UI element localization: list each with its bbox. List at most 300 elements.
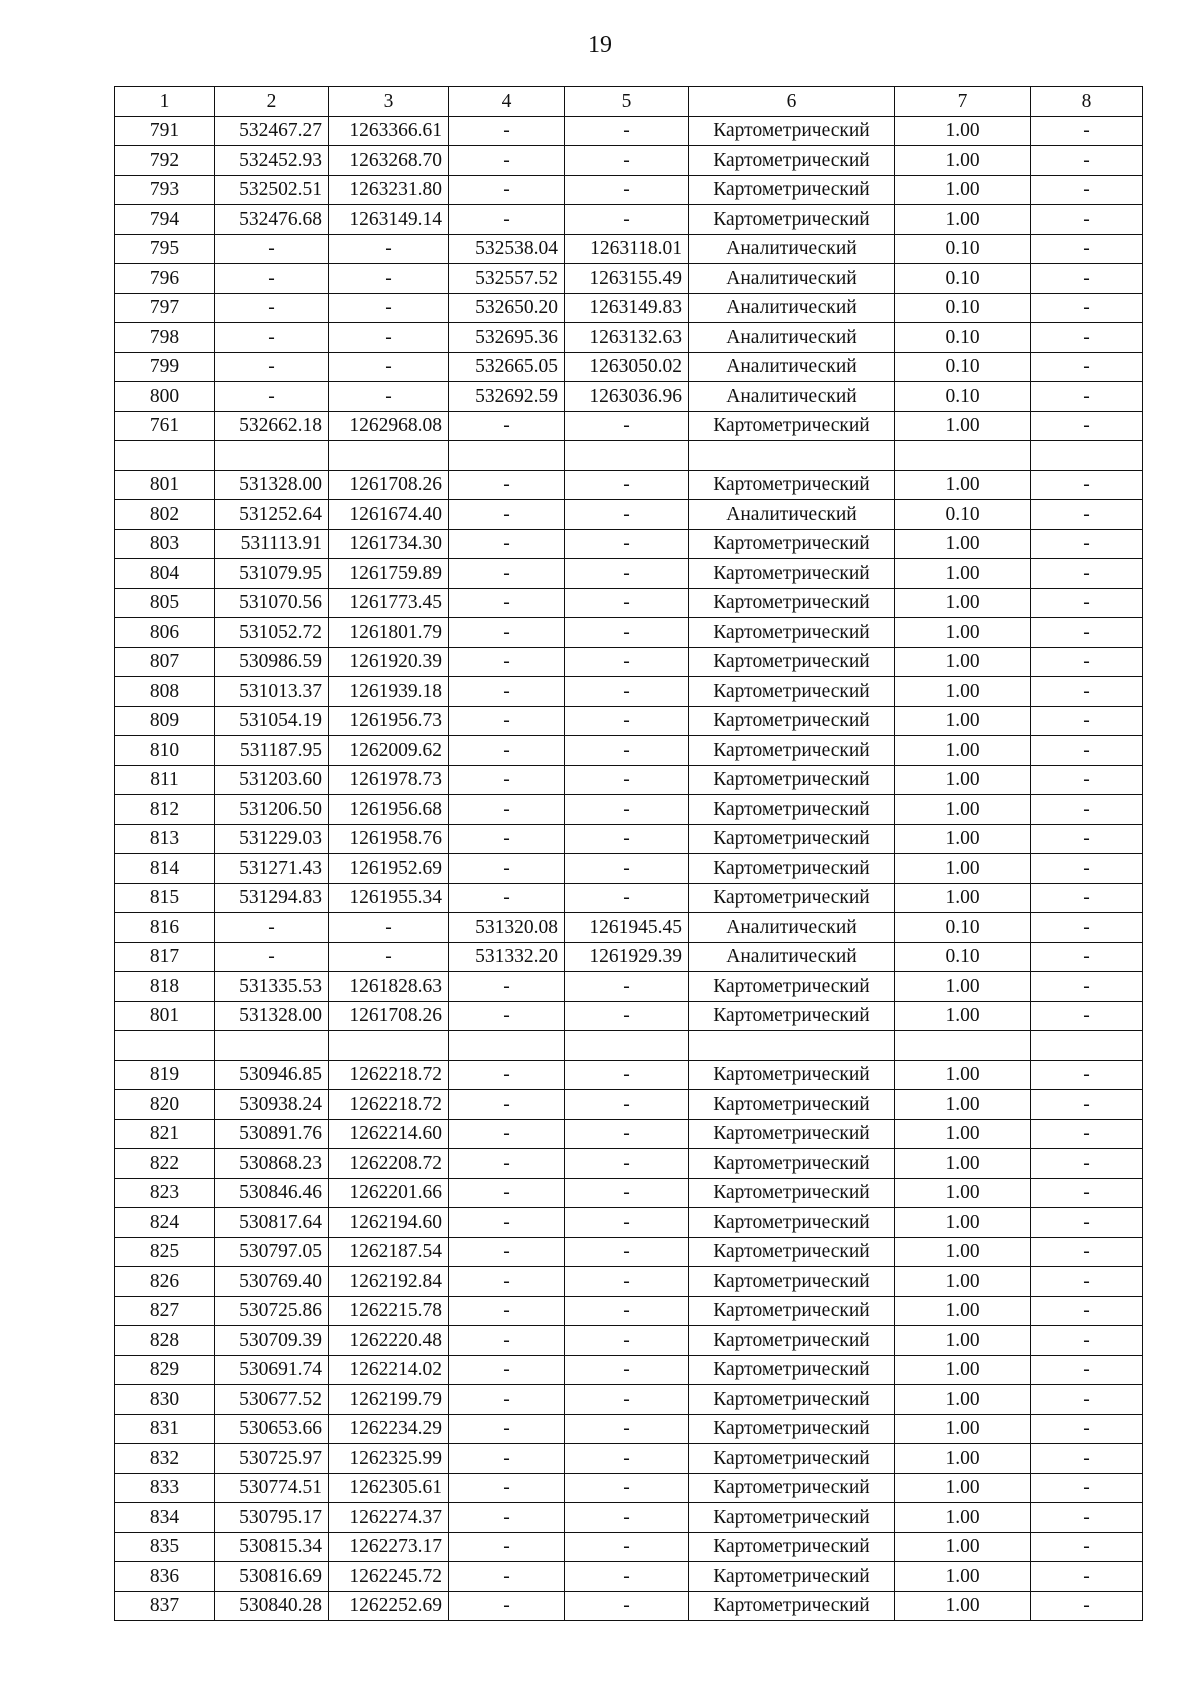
table-row	[115, 647, 1143, 677]
cell-col8: -	[1031, 677, 1143, 707]
cell-col7: 0.10	[895, 500, 1031, 530]
cell-col8: -	[1031, 1414, 1143, 1444]
cell-col1: 794	[115, 205, 215, 235]
table-row	[115, 854, 1143, 884]
cell-col1: 821	[115, 1119, 215, 1149]
cell-col6: Картометрический	[689, 1267, 895, 1297]
cell-col6: Картометрический	[689, 706, 895, 736]
cell-col1	[115, 1031, 215, 1061]
cell-col1: 798	[115, 323, 215, 353]
cell-col7: 1.00	[895, 854, 1031, 884]
cell-col4: -	[449, 795, 565, 825]
cell-col6	[689, 1031, 895, 1061]
table-row	[115, 1001, 1143, 1031]
cell-col7: 1.00	[895, 1591, 1031, 1621]
cell-col8	[1031, 1031, 1143, 1061]
cell-col3: 1262234.29	[329, 1414, 449, 1444]
cell-col1: 806	[115, 618, 215, 648]
cell-col2: -	[215, 913, 329, 943]
header-cell-col1: 1	[115, 87, 215, 117]
cell-col7: 1.00	[895, 1326, 1031, 1356]
cell-col3: -	[329, 234, 449, 264]
cell-col1: 825	[115, 1237, 215, 1267]
cell-col4: -	[449, 618, 565, 648]
cell-col1: 815	[115, 883, 215, 913]
cell-col2: 530817.64	[215, 1208, 329, 1238]
cell-col4: -	[449, 116, 565, 146]
cell-col5: -	[565, 677, 689, 707]
cell-col1: 800	[115, 382, 215, 412]
cell-col3: 1262274.37	[329, 1503, 449, 1533]
cell-col1: 822	[115, 1149, 215, 1179]
table-row	[115, 323, 1143, 353]
cell-col1: 801	[115, 470, 215, 500]
table-body	[115, 116, 1143, 1621]
cell-col5: -	[565, 559, 689, 589]
cell-col4: 532650.20	[449, 293, 565, 323]
cell-col3: 1262273.17	[329, 1532, 449, 1562]
cell-col6: Картометрический	[689, 647, 895, 677]
cell-col1: 824	[115, 1208, 215, 1238]
cell-col2: 531070.56	[215, 588, 329, 618]
cell-col5	[565, 1031, 689, 1061]
table-row	[115, 1503, 1143, 1533]
cell-col7: 1.00	[895, 205, 1031, 235]
cell-col2: 530725.86	[215, 1296, 329, 1326]
header-cell-col4: 4	[449, 87, 565, 117]
cell-col5: -	[565, 1119, 689, 1149]
cell-col4: -	[449, 677, 565, 707]
cell-col2: 531203.60	[215, 765, 329, 795]
cell-col5: -	[565, 883, 689, 913]
cell-col5: 1263149.83	[565, 293, 689, 323]
coordinates-table	[114, 86, 1143, 1621]
cell-col2: 530946.85	[215, 1060, 329, 1090]
cell-col5: -	[565, 500, 689, 530]
cell-col1: 820	[115, 1090, 215, 1120]
cell-col3: 1261708.26	[329, 470, 449, 500]
cell-col7: 0.10	[895, 382, 1031, 412]
header-cell-col7: 7	[895, 87, 1031, 117]
header-cell-col8: 8	[1031, 87, 1143, 117]
cell-col4	[449, 441, 565, 471]
cell-col5: -	[565, 972, 689, 1002]
cell-col1: 819	[115, 1060, 215, 1090]
table-row	[115, 1473, 1143, 1503]
cell-col2: 531328.00	[215, 1001, 329, 1031]
cell-col4: -	[449, 205, 565, 235]
cell-col8: -	[1031, 588, 1143, 618]
cell-col4: -	[449, 1090, 565, 1120]
cell-col2	[215, 441, 329, 471]
cell-col4: -	[449, 1296, 565, 1326]
cell-col7: 1.00	[895, 1385, 1031, 1415]
cell-col6: Картометрический	[689, 883, 895, 913]
cell-col7: 1.00	[895, 1001, 1031, 1031]
cell-col8: -	[1031, 1296, 1143, 1326]
cell-col8: -	[1031, 175, 1143, 205]
cell-col2: -	[215, 382, 329, 412]
cell-col1: 802	[115, 500, 215, 530]
cell-col6: Аналитический	[689, 352, 895, 382]
cell-col6: Картометрический	[689, 677, 895, 707]
cell-col7: 1.00	[895, 411, 1031, 441]
cell-col1: 761	[115, 411, 215, 441]
table-row	[115, 1060, 1143, 1090]
cell-col6: Картометрический	[689, 795, 895, 825]
cell-col1: 796	[115, 264, 215, 294]
cell-col5: -	[565, 1591, 689, 1621]
table-row	[115, 1591, 1143, 1621]
cell-col7: 1.00	[895, 1090, 1031, 1120]
cell-col6: Картометрический	[689, 116, 895, 146]
cell-col4: -	[449, 883, 565, 913]
cell-col7: 1.00	[895, 1473, 1031, 1503]
cell-col5: -	[565, 411, 689, 441]
cell-col6: Аналитический	[689, 264, 895, 294]
table-row	[115, 116, 1143, 146]
cell-col2: 532502.51	[215, 175, 329, 205]
cell-col7: 1.00	[895, 1414, 1031, 1444]
cell-col2: 531252.64	[215, 500, 329, 530]
cell-col3: 1261734.30	[329, 529, 449, 559]
cell-col4: -	[449, 765, 565, 795]
cell-col1: 837	[115, 1591, 215, 1621]
table-row	[115, 1355, 1143, 1385]
cell-col2: -	[215, 942, 329, 972]
table-row	[115, 824, 1143, 854]
cell-col1: 793	[115, 175, 215, 205]
cell-col3: 1263366.61	[329, 116, 449, 146]
table-row	[115, 146, 1143, 176]
cell-col8: -	[1031, 1001, 1143, 1031]
cell-col8: -	[1031, 116, 1143, 146]
cell-col5: -	[565, 736, 689, 766]
cell-col4: -	[449, 1355, 565, 1385]
cell-col6: Аналитический	[689, 500, 895, 530]
cell-col5: -	[565, 1355, 689, 1385]
cell-col4: -	[449, 1001, 565, 1031]
cell-col2: -	[215, 264, 329, 294]
cell-col7: 1.00	[895, 1532, 1031, 1562]
cell-col5: 1263050.02	[565, 352, 689, 382]
cell-col2: 531229.03	[215, 824, 329, 854]
cell-col2: -	[215, 234, 329, 264]
table-row	[115, 706, 1143, 736]
cell-col2: 531052.72	[215, 618, 329, 648]
cell-col7: 0.10	[895, 234, 1031, 264]
cell-col2: 532452.93	[215, 146, 329, 176]
cell-col6: Картометрический	[689, 1355, 895, 1385]
cell-col1: 797	[115, 293, 215, 323]
table-row	[115, 1090, 1143, 1120]
cell-col5: -	[565, 529, 689, 559]
table-row	[115, 175, 1143, 205]
cell-col5: -	[565, 854, 689, 884]
cell-col5: -	[565, 146, 689, 176]
cell-col5: -	[565, 1473, 689, 1503]
cell-col6: Картометрический	[689, 1473, 895, 1503]
cell-col3: 1262009.62	[329, 736, 449, 766]
cell-col6: Картометрический	[689, 1149, 895, 1179]
cell-col2: 530938.24	[215, 1090, 329, 1120]
cell-col6: Картометрический	[689, 470, 895, 500]
cell-col3: 1262245.72	[329, 1562, 449, 1592]
cell-col2: 530868.23	[215, 1149, 329, 1179]
cell-col5: -	[565, 205, 689, 235]
cell-col7: 1.00	[895, 175, 1031, 205]
cell-col8: -	[1031, 264, 1143, 294]
spacer-row	[115, 1031, 1143, 1061]
cell-col4: -	[449, 470, 565, 500]
cell-col3: 1261958.76	[329, 824, 449, 854]
cell-col7: 1.00	[895, 1208, 1031, 1238]
cell-col1: 809	[115, 706, 215, 736]
cell-col2: 530986.59	[215, 647, 329, 677]
cell-col3: 1262214.02	[329, 1355, 449, 1385]
cell-col8: -	[1031, 765, 1143, 795]
table-row	[115, 1119, 1143, 1149]
cell-col8: -	[1031, 1149, 1143, 1179]
cell-col1: 791	[115, 116, 215, 146]
cell-col8: -	[1031, 1562, 1143, 1592]
cell-col5: -	[565, 706, 689, 736]
cell-col1: 807	[115, 647, 215, 677]
cell-col6: Картометрический	[689, 175, 895, 205]
cell-col8: -	[1031, 352, 1143, 382]
cell-col2: 531271.43	[215, 854, 329, 884]
cell-col8: -	[1031, 1444, 1143, 1474]
cell-col6: Картометрический	[689, 854, 895, 884]
cell-col6: Картометрический	[689, 1119, 895, 1149]
cell-col8: -	[1031, 470, 1143, 500]
cell-col8: -	[1031, 883, 1143, 913]
table-header	[115, 87, 1143, 117]
cell-col1	[115, 441, 215, 471]
cell-col2: 531335.53	[215, 972, 329, 1002]
cell-col4: -	[449, 500, 565, 530]
cell-col4: -	[449, 1591, 565, 1621]
cell-col3: 1263149.14	[329, 205, 449, 235]
cell-col1: 812	[115, 795, 215, 825]
cell-col2: 532662.18	[215, 411, 329, 441]
cell-col4: -	[449, 736, 565, 766]
table-row	[115, 1562, 1143, 1592]
cell-col7: 0.10	[895, 942, 1031, 972]
cell-col3: 1262187.54	[329, 1237, 449, 1267]
cell-col6: Картометрический	[689, 411, 895, 441]
cell-col7: 1.00	[895, 1267, 1031, 1297]
cell-col3: 1262218.72	[329, 1060, 449, 1090]
cell-col2: 531328.00	[215, 470, 329, 500]
cell-col8: -	[1031, 205, 1143, 235]
cell-col1: 827	[115, 1296, 215, 1326]
cell-col8: -	[1031, 647, 1143, 677]
cell-col5: -	[565, 1090, 689, 1120]
cell-col7: 0.10	[895, 264, 1031, 294]
cell-col8: -	[1031, 1119, 1143, 1149]
cell-col5: -	[565, 1385, 689, 1415]
cell-col1: 792	[115, 146, 215, 176]
table-row	[115, 913, 1143, 943]
cell-col6: Картометрический	[689, 1060, 895, 1090]
table-row	[115, 1414, 1143, 1444]
cell-col4: -	[449, 559, 565, 589]
cell-col1: 818	[115, 972, 215, 1002]
cell-col7: 1.00	[895, 1237, 1031, 1267]
header-cell-col2: 2	[215, 87, 329, 117]
cell-col6: Картометрический	[689, 1414, 895, 1444]
cell-col3: 1261674.40	[329, 500, 449, 530]
cell-col5: -	[565, 1267, 689, 1297]
cell-col7: 1.00	[895, 677, 1031, 707]
cell-col3: 1262192.84	[329, 1267, 449, 1297]
cell-col4: -	[449, 588, 565, 618]
cell-col6: Аналитический	[689, 323, 895, 353]
cell-col1: 830	[115, 1385, 215, 1415]
cell-col4: 531320.08	[449, 913, 565, 943]
cell-col5: -	[565, 1562, 689, 1592]
cell-col4: -	[449, 854, 565, 884]
table-row	[115, 529, 1143, 559]
cell-col8: -	[1031, 1208, 1143, 1238]
cell-col4: -	[449, 1267, 565, 1297]
cell-col3: 1262305.61	[329, 1473, 449, 1503]
cell-col4: 532557.52	[449, 264, 565, 294]
cell-col8: -	[1031, 500, 1143, 530]
cell-col5: -	[565, 795, 689, 825]
cell-col7: 1.00	[895, 146, 1031, 176]
cell-col3: 1262220.48	[329, 1326, 449, 1356]
cell-col4: 531332.20	[449, 942, 565, 972]
cell-col6: Картометрический	[689, 1562, 895, 1592]
cell-col8: -	[1031, 1060, 1143, 1090]
cell-col4: -	[449, 1208, 565, 1238]
cell-col3: 1261828.63	[329, 972, 449, 1002]
cell-col5: -	[565, 1149, 689, 1179]
cell-col5: -	[565, 1208, 689, 1238]
cell-col1: 795	[115, 234, 215, 264]
cell-col3: 1262252.69	[329, 1591, 449, 1621]
cell-col1: 823	[115, 1178, 215, 1208]
cell-col2	[215, 1031, 329, 1061]
cell-col1: 804	[115, 559, 215, 589]
cell-col8: -	[1031, 529, 1143, 559]
cell-col6: Картометрический	[689, 1090, 895, 1120]
table-row	[115, 1267, 1143, 1297]
cell-col6: Картометрический	[689, 205, 895, 235]
cell-col6: Картометрический	[689, 559, 895, 589]
cell-col1: 832	[115, 1444, 215, 1474]
cell-col3: 1261955.34	[329, 883, 449, 913]
cell-col2: 530891.76	[215, 1119, 329, 1149]
cell-col4: -	[449, 529, 565, 559]
table-row	[115, 1385, 1143, 1415]
table-row	[115, 205, 1143, 235]
cell-col7: 0.10	[895, 293, 1031, 323]
cell-col5: -	[565, 588, 689, 618]
cell-col3: 1261773.45	[329, 588, 449, 618]
cell-col7: 1.00	[895, 470, 1031, 500]
cell-col5: -	[565, 1060, 689, 1090]
table-row	[115, 795, 1143, 825]
cell-col6: Аналитический	[689, 293, 895, 323]
cell-col5: 1263155.49	[565, 264, 689, 294]
cell-col4	[449, 1031, 565, 1061]
cell-col8: -	[1031, 1532, 1143, 1562]
cell-col8: -	[1031, 972, 1143, 1002]
cell-col1: 817	[115, 942, 215, 972]
cell-col1: 835	[115, 1532, 215, 1562]
table-row	[115, 352, 1143, 382]
cell-col7: 1.00	[895, 1503, 1031, 1533]
cell-col3	[329, 1031, 449, 1061]
cell-col2: 531113.91	[215, 529, 329, 559]
cell-col2: -	[215, 293, 329, 323]
cell-col2: 530816.69	[215, 1562, 329, 1592]
table-row	[115, 677, 1143, 707]
table-row	[115, 1237, 1143, 1267]
cell-col7: 1.00	[895, 116, 1031, 146]
cell-col5: -	[565, 765, 689, 795]
table-row	[115, 293, 1143, 323]
cell-col2: -	[215, 323, 329, 353]
cell-col8: -	[1031, 146, 1143, 176]
cell-col3: -	[329, 382, 449, 412]
cell-col3: 1262201.66	[329, 1178, 449, 1208]
cell-col7: 1.00	[895, 1444, 1031, 1474]
cell-col3: 1261978.73	[329, 765, 449, 795]
cell-col7: 1.00	[895, 647, 1031, 677]
cell-col2: 531187.95	[215, 736, 329, 766]
cell-col8: -	[1031, 1237, 1143, 1267]
cell-col1: 826	[115, 1267, 215, 1297]
cell-col4: 532665.05	[449, 352, 565, 382]
cell-col3: 1261759.89	[329, 559, 449, 589]
cell-col2: 530691.74	[215, 1355, 329, 1385]
cell-col2: 531294.83	[215, 883, 329, 913]
cell-col8: -	[1031, 234, 1143, 264]
spacer-row	[115, 441, 1143, 471]
cell-col2: 530709.39	[215, 1326, 329, 1356]
cell-col3: 1262218.72	[329, 1090, 449, 1120]
cell-col7: 1.00	[895, 765, 1031, 795]
cell-col6: Картометрический	[689, 1178, 895, 1208]
header-cell-col5: 5	[565, 87, 689, 117]
cell-col3: 1262325.99	[329, 1444, 449, 1474]
cell-col6: Аналитический	[689, 234, 895, 264]
cell-col7: 1.00	[895, 706, 1031, 736]
cell-col2: 530725.97	[215, 1444, 329, 1474]
cell-col6: Картометрический	[689, 1503, 895, 1533]
cell-col7: 1.00	[895, 1149, 1031, 1179]
cell-col5: -	[565, 1414, 689, 1444]
cell-col6: Картометрический	[689, 1591, 895, 1621]
table-row	[115, 972, 1143, 1002]
cell-col7: 1.00	[895, 559, 1031, 589]
cell-col5: -	[565, 618, 689, 648]
cell-col3: 1262194.60	[329, 1208, 449, 1238]
cell-col3: 1263268.70	[329, 146, 449, 176]
cell-col4: -	[449, 1562, 565, 1592]
table-row	[115, 500, 1143, 530]
cell-col7: 1.00	[895, 972, 1031, 1002]
cell-col2: 530677.52	[215, 1385, 329, 1415]
cell-col5: 1263132.63	[565, 323, 689, 353]
cell-col2: 531054.19	[215, 706, 329, 736]
cell-col2: 530774.51	[215, 1473, 329, 1503]
cell-col5: -	[565, 1326, 689, 1356]
